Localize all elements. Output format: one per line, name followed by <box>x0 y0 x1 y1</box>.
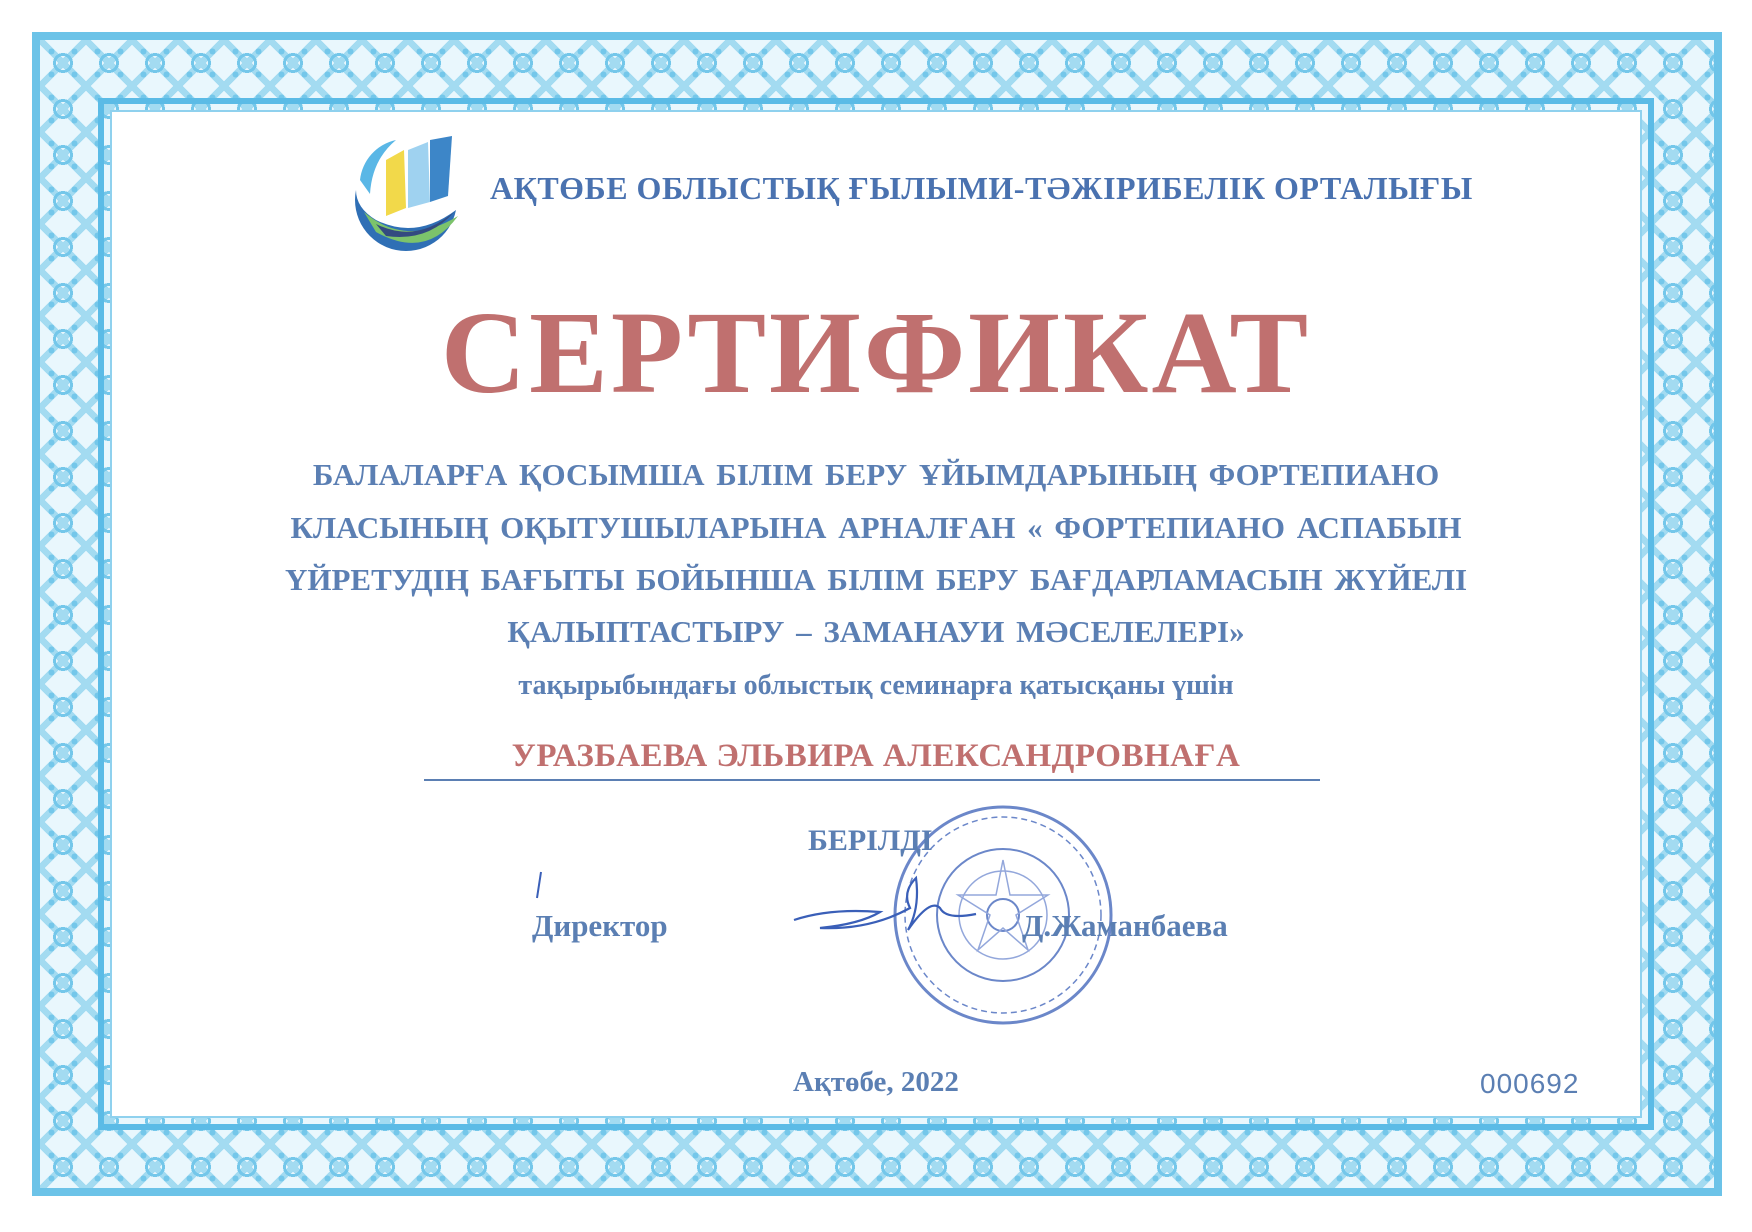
topic-line-4: ҚАЛЫПТАСТЫРУ – ЗАМАНАУИ МӘСЕЛЕЛЕРІ» <box>507 614 1245 649</box>
signatory-role: Директор <box>532 908 668 943</box>
handwritten-signature-icon <box>790 868 980 948</box>
topic-line-3: ҮЙРЕТУДІҢ БАҒЫТЫ БОЙЫНША БІЛІМ БЕРУ БАҒДАРЛАМАСЫН ЖҮЙЕЛІ <box>284 562 1468 597</box>
certificate-title: СЕРТИФИКАТ <box>440 287 1312 418</box>
given-label: БЕРІЛДІ <box>808 824 933 857</box>
organization-name: АҚТӨБЕ ОБЛЫСТЫҚ ҒЫЛЫМИ-ТӘЖІРИБЕЛІК ОРТАЛЫҒЫ <box>490 170 1473 206</box>
recipient-underline <box>424 779 1320 781</box>
signatory-name: Д.Жаманбаева <box>1022 908 1228 943</box>
city-year: Ақтөбе, 2022 <box>793 1066 959 1098</box>
book-logo-icon <box>336 120 476 260</box>
serial-number: 000692 <box>1480 1068 1580 1099</box>
pen-mark-icon <box>534 870 544 900</box>
topic-line-2: КЛАСЫНЫҢ ОҚЫТУШЫЛАРЫНА АРНАЛҒАН « ФОРТЕПИАНО АСПАБЫН <box>290 510 1462 545</box>
recipient-name: УРАЗБАЕВА ЭЛЬВИРА АЛЕКСАНДРОВНАҒА <box>511 738 1241 774</box>
participation-subline: тақырыбындағы облыстық семинарға қатысқаны үшін <box>518 670 1234 701</box>
topic-line-1: БАЛАЛАРҒА ҚОСЫМША БІЛІМ БЕРУ ҰЙЫМДАРЫНЫҢ ФОРТЕПИАНО <box>312 457 1440 492</box>
